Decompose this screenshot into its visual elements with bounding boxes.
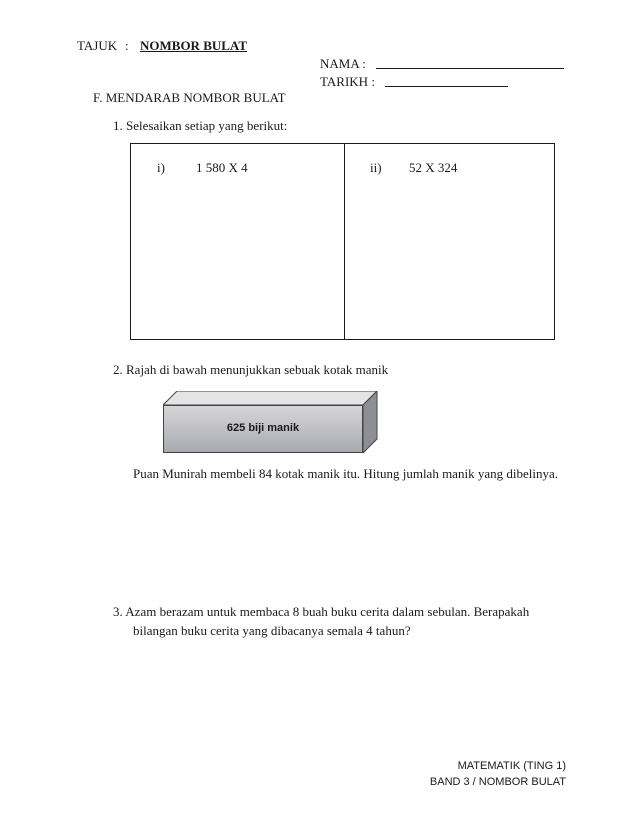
box-front-face	[163, 405, 363, 453]
part-i-label: i)	[157, 160, 165, 175]
tajuk-colon: :	[125, 38, 129, 53]
workbox-divider	[344, 144, 345, 339]
question-1-workbox[interactable]	[130, 143, 555, 340]
question-3-text-line-1: 3. Azam berazam untuk membaca 8 buah buku cerita dalam sebulan. Berapakah	[113, 604, 530, 619]
part-i-expression: 1 580 X 4	[196, 160, 248, 175]
footer-band: BAND 3 / NOMBOR BULAT	[429, 776, 566, 788]
tarikh-answer-line[interactable]	[385, 86, 508, 87]
question-1-text: 1. Selesaikan setiap yang berikut:	[113, 118, 288, 133]
part-ii-label: ii)	[370, 160, 382, 175]
question-2-text: 2. Rajah di bawah menunjukkan sebuak kotak manik	[113, 362, 389, 377]
nama-answer-line[interactable]	[376, 68, 564, 69]
box-top-face	[163, 391, 377, 405]
part-ii-expression: 52 X 324	[409, 160, 458, 175]
footer-subject: MATEMATIK (TING 1)	[457, 760, 566, 772]
bead-box-illustration	[163, 391, 383, 453]
question-3-text-line-2: bilangan buku cerita yang dibacanya semala 4 tahun?	[133, 623, 411, 638]
tajuk-value: NOMBOR BULAT	[140, 38, 248, 53]
tajuk-label: TAJUK	[77, 38, 118, 53]
box-label: 625 biji manik	[226, 422, 300, 434]
question-2-body: Puan Munirah membeli 84 kotak manik itu. Hitung jumlah manik yang dibelinya.	[133, 466, 558, 481]
nama-label: NAMA :	[320, 56, 366, 71]
tarikh-label: TARIKH :	[320, 74, 375, 89]
section-title: F. MENDARAB NOMBOR BULAT	[93, 90, 286, 105]
